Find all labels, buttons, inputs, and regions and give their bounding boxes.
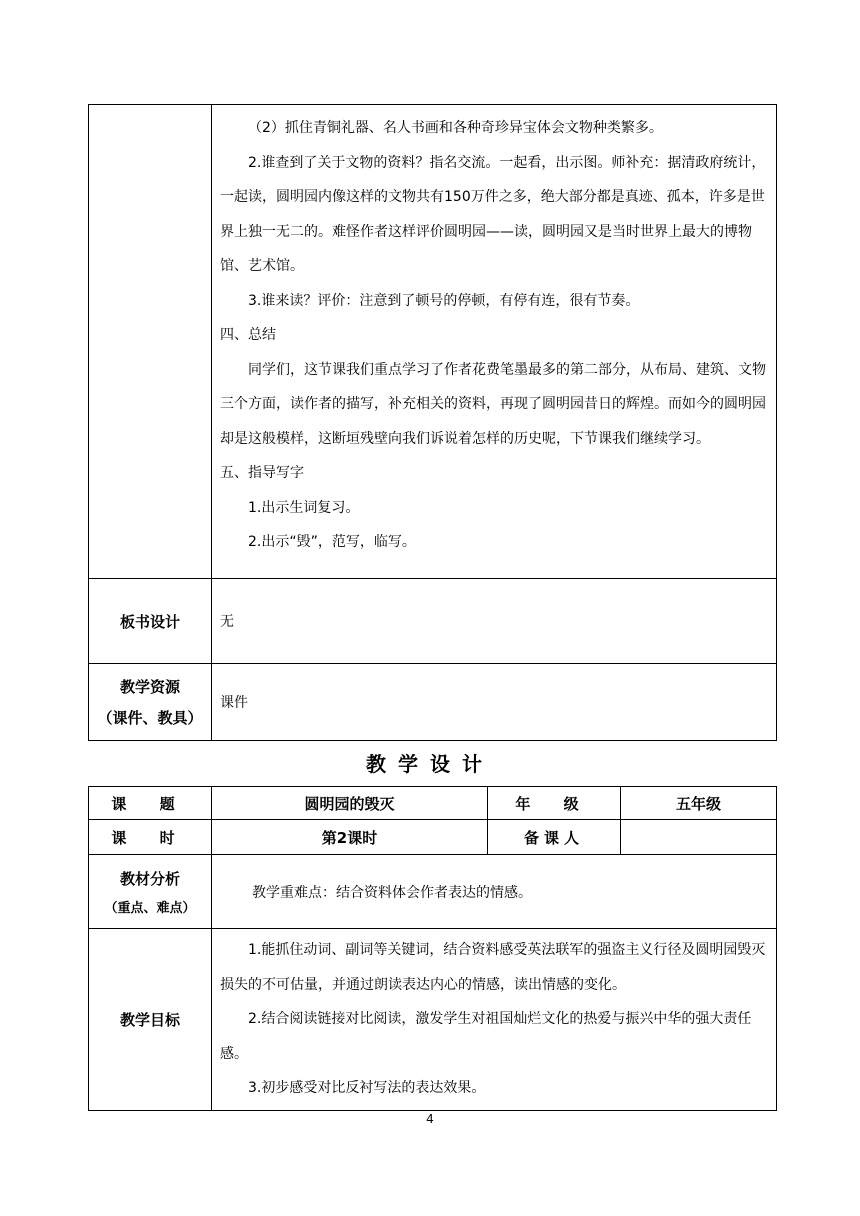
analysis-label-cell <box>89 855 212 929</box>
paragraph: 3.谁来读？评价：注意到了顿号的停顿，有停有连，很有节奏。 <box>248 292 640 309</box>
preparer-value <box>621 820 777 855</box>
goals-label: 教学目标 <box>89 929 212 1111</box>
paragraph: 1.出示生词复习。 <box>248 499 360 516</box>
paragraph: 2.谁查到了关于文物的资料？指名交流。一起看，出示图。师补充：据清政府统计，一起读，圆明园内像这样的文物共有150万件之多，绝大部分都是真迹、孤本，许多是世界上独一无二的。难怪作者这样评价圆明园——读，圆明园又是当时世界上最大的博物馆、艺术馆。 <box>220 154 766 274</box>
grade-value: 五年级 <box>621 787 777 820</box>
goal-item: 2.结合阅读链接对比阅读，激发学生对祖国灿烂文化的热爱与振兴中华的强大责任感。 <box>220 1011 752 1062</box>
goal-item: 3.初步感受对比反衬写法的表达效果。 <box>248 1080 486 1096</box>
document-title: 教学设计 <box>366 752 494 776</box>
goal-item: 1.能抓住动词、副词等关键词，结合资料感受英法联军的强盗主义行径及圆明园毁灭损失的不可估量，并通过朗读表达内心的情感，读出情感的变化。 <box>220 942 766 993</box>
analysis-label: 教材分析 <box>119 869 180 888</box>
topic-label: 课 题 <box>89 787 212 820</box>
resources-label-line2: （课件、教具） <box>97 709 203 727</box>
board-design-label: 板书设计 <box>89 579 212 664</box>
empty-label-cell <box>89 105 212 579</box>
section-heading: 五、指导写字 <box>220 465 304 481</box>
resources-label <box>89 664 212 741</box>
lesson-design-table <box>88 786 777 1111</box>
lesson-continuation-table <box>88 104 777 741</box>
board-design-value: 无 <box>212 579 777 664</box>
goals-cell <box>212 929 777 1111</box>
paragraph: 同学们，这节课我们重点学习了作者花费笔墨最多的第二部分，从布局、建筑、文物三个方面，读作者的描写，补充相关的资料，再现了圆明园昔日的辉煌。而如今的圆明园却是这般模样，这断垣残壁向我们诉说着怎样的历史呢，下节课我们继续学习。 <box>220 361 766 447</box>
section-heading: 四、总结 <box>220 327 276 343</box>
analysis-value: 教学重难点：结合资料体会作者表达的情感。 <box>212 855 777 929</box>
analysis-sublabel: （重点、难点） <box>104 900 196 916</box>
paragraph: 2.出示“毁”，范写，临写。 <box>248 534 416 550</box>
lesson-steps-cell <box>212 105 777 579</box>
preparer-label: 备课人 <box>488 820 621 855</box>
period-label: 课 时 <box>89 820 212 855</box>
resources-value: 课件 <box>212 664 777 741</box>
resources-label-line1: 教学资源 <box>119 678 180 696</box>
period-value: 第2课时 <box>212 820 488 855</box>
paragraph: （2）抓住青铜礼器、名人书画和各种奇珍异宝体会文物种类繁多。 <box>248 120 663 136</box>
topic-value: 圆明园的毁灭 <box>212 787 488 820</box>
page-number: 4 <box>426 1112 434 1126</box>
grade-label: 年 级 <box>488 787 621 820</box>
